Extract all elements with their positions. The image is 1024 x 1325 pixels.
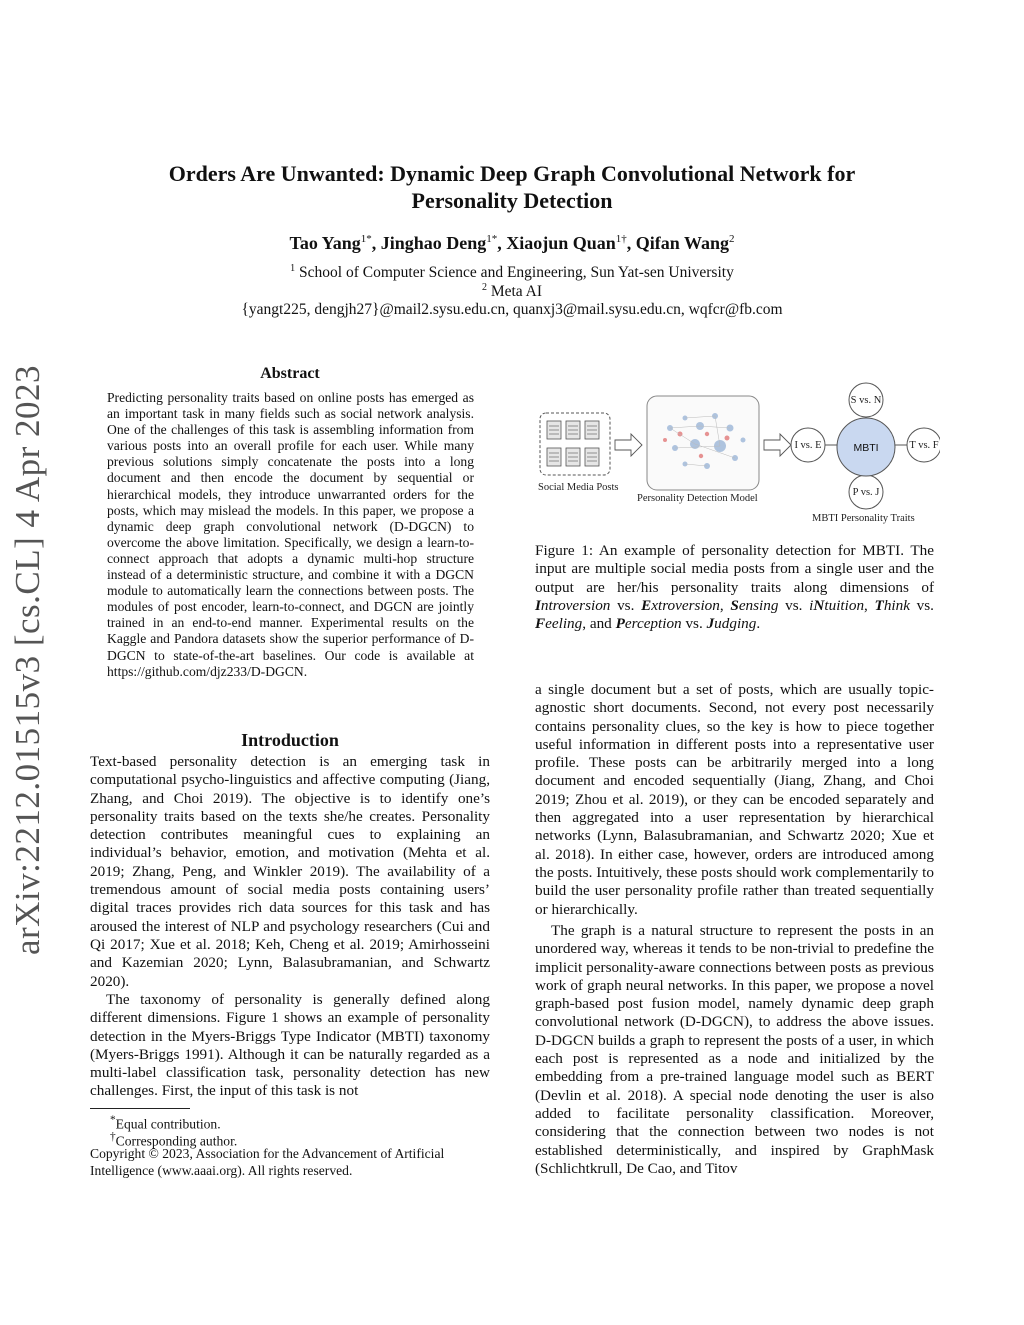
author-1: Tao Yang$^{1*}$ [289,233,372,253]
intro-paragraph-1: Text-based personality detection is an emerging task in computational psycho-linguistics and affective computing (Jiang, Zhang, and Choi 2019). The objective is to identify one’s personality traits based on the texts she/he creates. Personality detection contributes meaningful cues to explaining an individual’s behavior, emotion, and motivation (Mehta et al. 2019; Zhang, Peng, and Winkler 2019). The availability of a tremendous amount of social media posts containing users’ digital traces provides rich data sources for this task and has aroused the interest of NLP and psychology researchers (Cui and Qi 2017; Xue et al. 2018; Keh, Cheng et al. 2019; Amirhosseini and Kazemian 2020; Lynn, Balasubramanian, and Schwartz 2020). [90,753,490,990]
trait-i-vs-e: I vs. E [794,440,822,451]
affiliation-2: $^2$ Meta AI [481,282,543,301]
footnote-corresponding-author: †Corresponding author. [110,1131,238,1149]
copyright-notice: Copyright © 2023, Association for the Advancement of Artificial Intelligence (www.aaai.org). All rights reserved. [90,1146,445,1178]
right-paragraph-1: a single document but a set of posts, which are usually topic-agnostic short documents. Second, not every post necessarily contains personality clues, so the key is how to piece together useful information in different posts into a representative user profile. These posts can be arbitrarily merged into a long document and encoded sequentially (Jiang, Zhang, and Choi 2019; Zhou et al. 2019), or they can be encoded separately and then aggregated into a user representation by hierarchical networks (Lynn, Balasubramanian, and Schwartz 2020; Xue et al. 2018). In either case, however, orders are introduced among the posts. Intuitively, these posts should work complementarily to build the user personality profile rather than treated sequentially or hierarchically. [535,681,934,918]
personality-model-group [637,396,759,504]
figure-1-diagram [535,368,940,528]
caption-trait-dimensions: Introversion vs. Extroversion, Sensing vs. iNtuition, Think vs. Feeling, and Perception vs. Judging. [535,596,934,633]
footnote-equal-contribution: *Equal contribution. [110,1114,221,1132]
social-media-posts-group [538,413,619,493]
trait-t-vs-f: T vs. F [909,440,939,451]
title-line-2: Personality Detection [411,188,613,213]
arrow-right-icon-2 [764,434,791,456]
paper-title [110,160,914,214]
author-3: Xiaojun Quan$^{1\dagger}$ [506,233,627,253]
author-2: Jinghao Deng$^{1*}$ [380,233,498,253]
arxiv-stamp: arXiv:2212.01515v3 [cs.CL] 4 Apr 2023 [8,364,47,956]
traits-label: MBTI Personality Traits [812,513,915,524]
introduction-heading: Introduction [241,730,339,750]
trait-s-vs-n: S vs. N [850,395,882,406]
figure-1-caption: Figure 1: An example of personality detection for MBTI. The input are multiple social media posts from a single user and the output are her/his personality traits along dimensions of Introversion vs. Extroversion, Sensing vs. iNtuition, Think vs. Feeling, and Perception vs. Judging. [535,542,934,633]
title-line-1: Orders Are Unwanted: Dynamic Deep Graph Convolutional Network for [168,161,856,186]
abstract-body: Predicting personality traits based on online posts has emerged as an important task in many fields such as social network analysis. One of the challenges of this task is assembling information from various posts into an overall profile for each user. While many previous solutions simply concatenate the posts into a long document and then encode the document by sequential or hierarchical models, they introduce unwarranted orders for the posts, which may mislead the models. In this paper, we propose a dynamic deep graph convolutional network (D-DGCN) to overcome the above limitation. Specifically, we design a learn-to-connect approach that adopts a dynamic multi-hop structure instead of a deterministic structure, and combine it with a DGCN module to automatically learn the connections between posts. The modules of post encoder, learn-to-connect, and DGCN are jointly trained in an end-to-end manner. Experimental results on the Kaggle and Pandora datasets show the superior performance of D-DGCN to state-of-the-art baselines. Our code is available at https://github.com/djz233/D-DGCN. [107,390,474,679]
right-paragraph-2: The graph is a natural structure to represent the posts in an unordered way, whereas it tends to be non-trivial to predefine the implicit personality-aware connections between posts as previous work of graph neural networks. In this paper, we propose a novel graph-based post fusion model, namely dynamic deep graph convolutional network (D-DGCN), to address the above issues. D-DGCN builds a graph to represent the posts of a user, in which each post is represented as a node and initialized by the embedding from a pre-trained language model such as BERT (Devlin et al. 2018). A special node denoting the user is also added to facilitate personality classification. Moreover, considering that the connection between two nodes is not established deterministically, and inspired by GraphMask (Schlichtkrull, De Cao, and Titov [535,922,934,1177]
author-emails: {yangt225, dengjh27}@mail2.sysu.edu.cn, quanxj3@mail.sysu.edu.cn, wqfcr@fb.com [241,301,783,318]
affiliation-1: $^1$ School of Computer Science and Engineering, Sun Yat-sen University [290,263,734,282]
trait-p-vs-j: P vs. J [852,487,880,498]
abstract-heading: Abstract [260,365,320,382]
author-4: Qifan Wang$^2$ [635,233,735,253]
footnote-rule [90,1108,190,1109]
arrow-right-icon [615,434,642,456]
intro-paragraph-2: The taxonomy of personality is generally defined along different dimensions. Figure 1 shows an example of personality detection in the Myers-Briggs Type Indicator (MBTI) taxonomy (Myers-Briggs 1991). Although it can be naturally regarded as a multi-label classification task, personality detection has new challenges. First, the input of this task is not [90,991,490,1100]
mbti-center-label: MBTI [853,442,879,454]
author-list: Tao Yang$^{1*}$, Jinghao Deng$^{1*}$, Xiaojun Quan$^{1\dagger}$, Qifan Wang$^2$ [289,233,735,253]
model-label: Personality Detection Model [637,493,758,504]
mbti-traits-diagram [791,383,940,524]
posts-label: Social Media Posts [538,482,619,493]
